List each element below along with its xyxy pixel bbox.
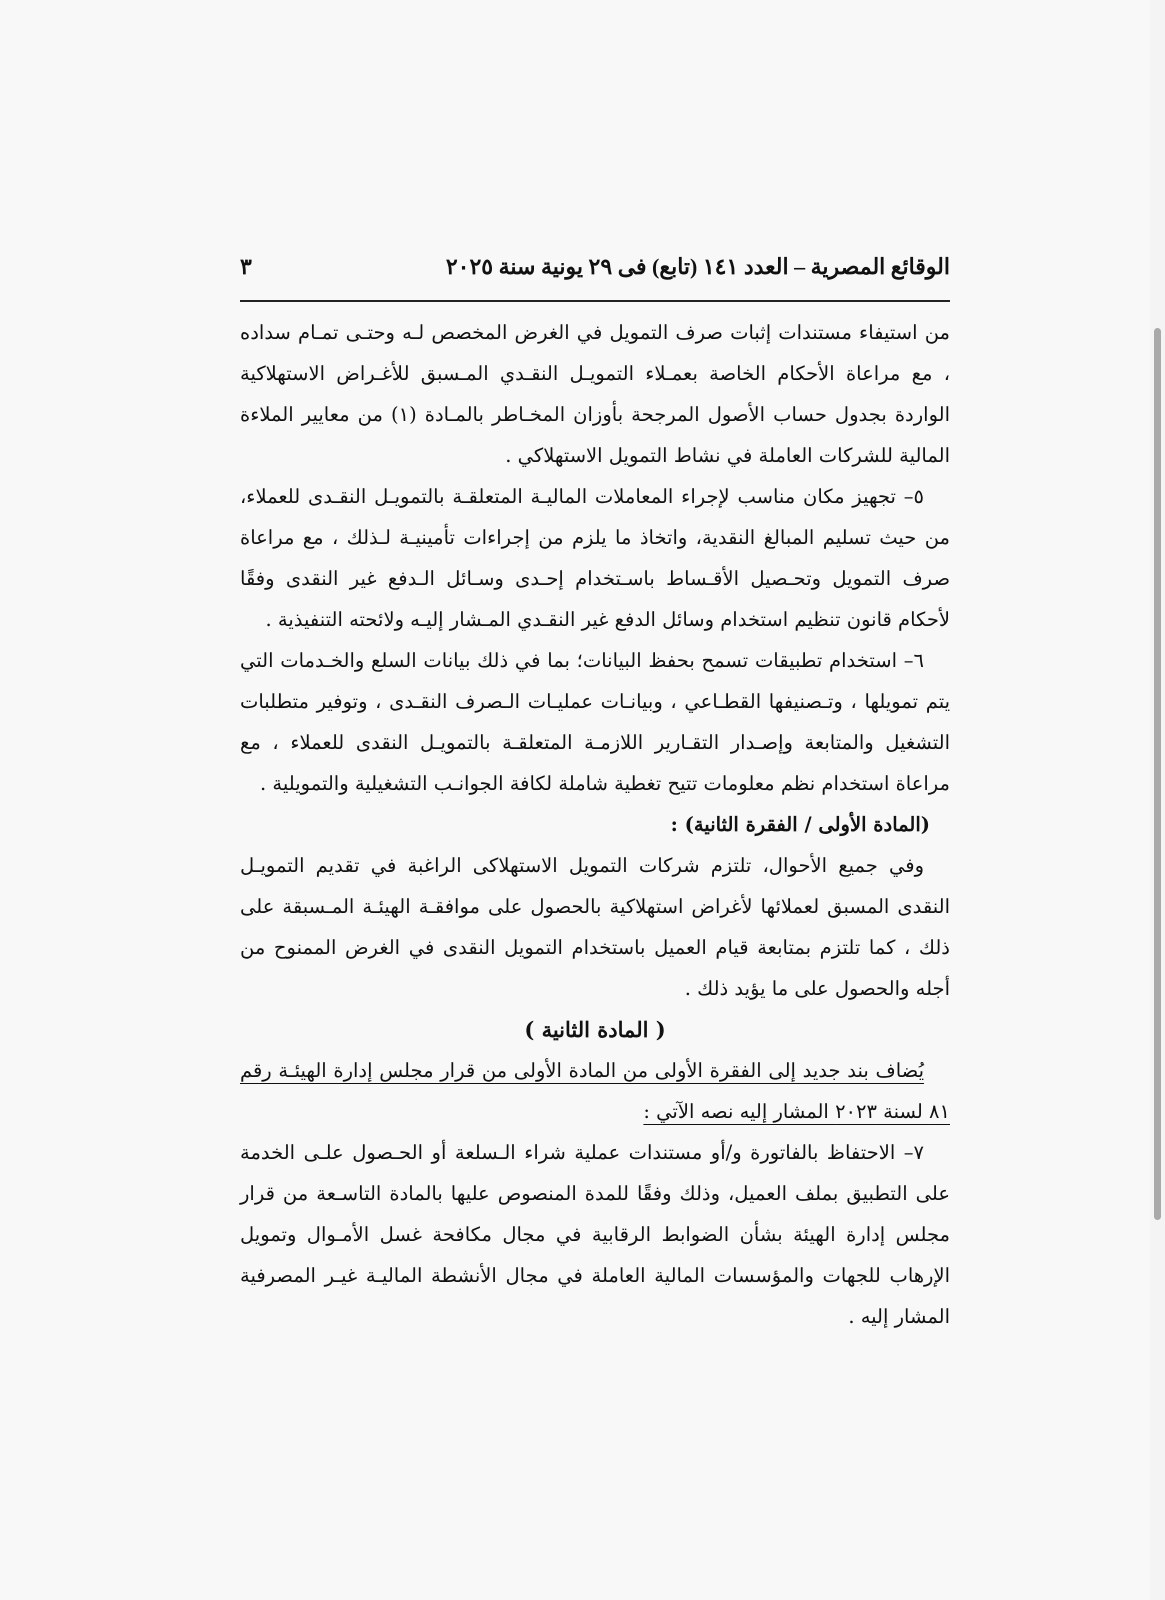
article-two-heading: ( المادة الثانية )	[524, 1017, 666, 1042]
paragraph-1: من استيفاء مستندات إثبات صرف التمويل في الغرض المخصص لـه وحتـى تمـام سداده ، مع مراعاة الأحكام الخاصة بعمـلاء التمويـل النقـدي المـسبق للأغـراض الاستهلاكية الواردة بجدول حساب الأصول المرجحة بأوزان المخـاطر بالمـادة (١) من معايير الملاءة المالية للشركات العاملة في نشاط التمويل الاستهلاكي .	[240, 321, 950, 467]
document-body	[240, 312, 950, 1337]
header-divider	[240, 300, 950, 302]
page-header	[240, 254, 950, 290]
sub-heading: (المادة الأولى / الفقرة الثانية) :	[670, 813, 930, 836]
paragraph-item-5: ٥– تجهيز مكان مناسب لإجراء المعاملات الماليـة المتعلقـة بالتمويـل النقـدى للعملاء، من حيث تسليم المبالغ النقدية، واتخاذ ما يلزم من إجراءات تأمينيـة لـذلك ، مع مراعاة صرف التمويل وتحـصيل الأقـساط باسـتخدام إحـدى وسـائل الـدفع غير النقدى وفقًا لأحكام قانون تنظيم استخدام وسائل الدفع غير النقـدي المـشار إليـه ولائحته التنفيذية .	[240, 485, 950, 631]
scrollbar-thumb[interactable]	[1154, 328, 1161, 1220]
paragraph-amendment: يُضاف بند جديد إلى الفقرة الأولى من المادة الأولى من قرار مجلس إدارة الهيئـة رقم ٨١ لسنة ٢٠٢٣ المشار إليه نصه الآتي :	[240, 1059, 950, 1123]
paragraph-item-7: ٧– الاحتفاظ بالفاتورة و/أو مستندات عملية شراء الـسلعة أو الحـصول علـى الخدمة على التطبيق بملف العميل، وذلك وفقًا للمدة المنصوص عليها بالمادة التاسـعة من قرار مجلس إدارة الهيئة بشأن الضوابط الرقابية في مجال مكافحة غسل الأمـوال وتمويل الإرهاب للجهات والمؤسسات المالية العاملة في مجال الأنشطة الماليـة غيـر المصرفية المشار إليه .	[240, 1141, 950, 1328]
scrollbar[interactable]	[1150, 0, 1165, 1600]
gazette-title: الوقائع المصرية – العدد ١٤١ (تابع) فى ٢٩ يونية سنة ٢٠٢٥	[445, 254, 950, 279]
paragraph-general: وفي جميع الأحوال، تلتزم شركات التمويل الاستهلاكى الراغبة في تقديم التمويـل النقدى المسبق لعملائها لأغراض استهلاكية بالحصول على موافقـة الهيئـة المـسبقة على ذلك ، كما تلتزم بمتابعة قيام العميل باستخدام التمويل النقدى في الغرض الممنوح من أجله والحصول على ما يؤيد ذلك .	[240, 854, 950, 1000]
page-number: ٣	[240, 254, 252, 279]
paragraph-item-6: ٦– استخدام تطبيقات تسمح بحفظ البيانات؛ بما في ذلك بيانات السلع والخـدمات التي يتم تمويلها ، وتـصنيفها القطـاعي ، وبيانـات عمليـات الـصرف النقـدى ، وتوفير متطلبات التشغيل والمتابعة وإصـدار التقـارير اللازمـة المتعلقـة بالتمويـل النقدى للعملاء ، مع مراعاة استخدام نظم معلومات تتيح تغطية شاملة لكافة الجوانـب التشغيلية والتمويلية .	[240, 649, 950, 795]
